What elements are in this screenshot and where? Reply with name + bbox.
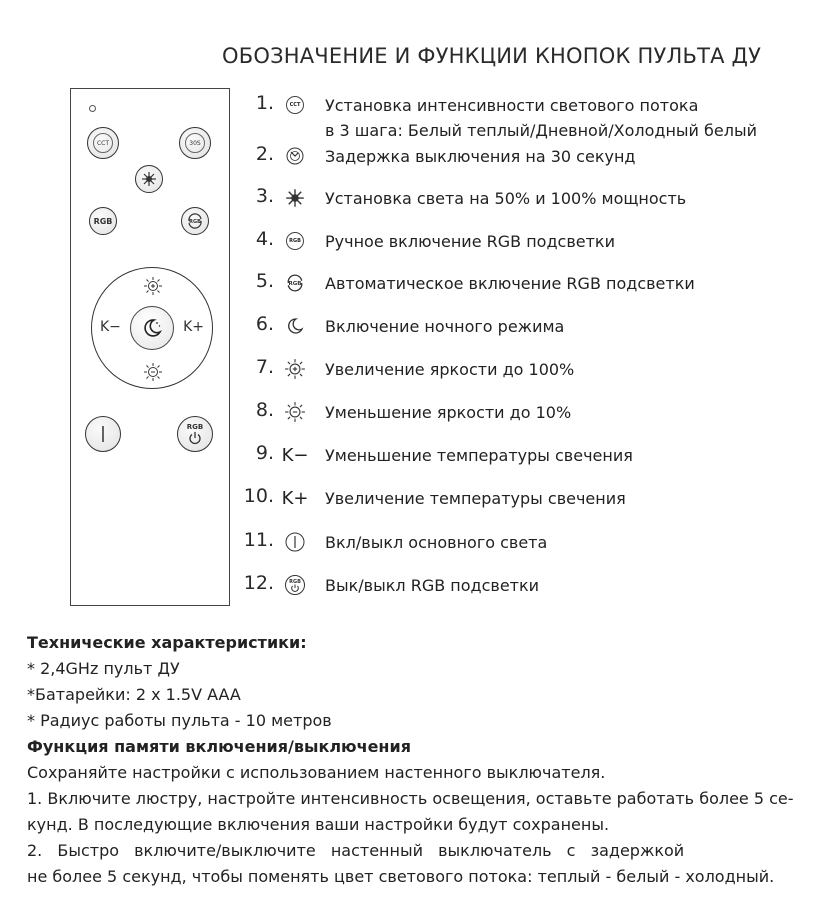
- legend-description: [325, 443, 633, 468]
- legend-description: [325, 573, 539, 598]
- legend-description: [325, 530, 547, 555]
- legend-description-line: Увеличение яркости до 100%: [325, 360, 575, 379]
- legend-description-line: Автоматическое включение RGB подсветки: [325, 274, 695, 293]
- light-level-button[interactable]: [135, 165, 163, 193]
- legend-number: 3.: [255, 185, 274, 207]
- legend-description-line: Установка интенсивности светового потока: [325, 96, 699, 115]
- rgb-auto-button[interactable]: [181, 207, 209, 235]
- memory-step-1: 1. Включите люстру, настройте интенсивность освещения, оставьте работать более 5 се-: [27, 789, 794, 808]
- legend-description-line: Уменьшение яркости до 10%: [325, 403, 572, 422]
- brightness-down-icon: [284, 401, 306, 423]
- svg-text:RGB: RGB: [189, 219, 201, 225]
- brightness-up-icon: [284, 358, 306, 380]
- spec-line: *Батарейки: 2 x 1.5V AAA: [27, 685, 241, 704]
- k-minus-button[interactable]: K−: [100, 319, 121, 335]
- memory-step-2: 2. Быстро включите/выключите настенный выключатель с задержкой: [27, 841, 685, 860]
- moon-icon: [140, 316, 164, 340]
- control-wheel: [91, 267, 213, 389]
- spec-line: * 2,4GHz пульт ДУ: [27, 659, 180, 678]
- power-icon: [284, 531, 306, 553]
- k-minus-symbol: [281, 444, 309, 466]
- specifications: [27, 630, 827, 890]
- legend-number: 1.: [255, 92, 274, 114]
- k-plus-symbol: [281, 487, 309, 509]
- rgb-icon: RGB: [284, 230, 306, 252]
- rgb-power-label: RGB: [186, 423, 204, 431]
- brightness-up-icon[interactable]: [143, 276, 163, 296]
- light-level-icon: [284, 187, 306, 209]
- rgb-button[interactable]: [89, 207, 117, 235]
- spec-line: * Радиус работы пульта - 10 метров: [27, 711, 332, 730]
- legend-number: 8.: [255, 399, 274, 421]
- legend-number: 11.: [243, 529, 274, 551]
- legend-number: 2.: [255, 143, 274, 165]
- legend-description: [325, 93, 757, 143]
- legend-description-line: Задержка выключения на 30 секунд: [325, 147, 636, 166]
- power-line-icon: [101, 425, 105, 443]
- legend-description: [325, 271, 695, 296]
- k-plus-button[interactable]: K+: [183, 319, 204, 335]
- indicator-led: [89, 105, 96, 112]
- power-button[interactable]: [85, 416, 121, 452]
- remote-control: [70, 88, 230, 606]
- k-minus-label: K−: [281, 444, 309, 466]
- legend-description-line: Увеличение температуры свечения: [325, 489, 626, 508]
- legend-description: [325, 144, 635, 169]
- memory-step-1-cont: кунд. В последующие включения ваши настройки будут сохранены.: [27, 815, 610, 834]
- legend-number: 9.: [255, 442, 274, 464]
- cct-button[interactable]: [87, 127, 119, 159]
- night-mode-button[interactable]: [130, 306, 174, 350]
- legend-description: [325, 186, 686, 211]
- svg-text:RGB: RGB: [289, 579, 301, 585]
- legend-description-line: Установка света на 50% и 100% мощность: [325, 189, 687, 208]
- light-level-icon: [141, 171, 157, 187]
- delay-button-label: 30S: [189, 139, 201, 147]
- legend-description-line: Вык/выкл RGB подсветки: [325, 576, 540, 595]
- power-icon: [188, 431, 202, 445]
- timer-30s-icon: [284, 145, 306, 167]
- cct-icon: CCT: [284, 94, 306, 116]
- legend-description-line: Включение ночного режима: [325, 317, 565, 336]
- legend-description-line: Ручное включение RGB подсветки: [325, 232, 615, 251]
- memory-heading: Функция памяти включения/выключения: [27, 737, 411, 756]
- legend-number: 4.: [255, 228, 274, 250]
- memory-intro: Сохраняйте настройки с использованием настенного выключателя.: [27, 763, 606, 782]
- brightness-down-icon[interactable]: [143, 362, 163, 382]
- legend-number: 7.: [255, 356, 274, 378]
- memory-step-2-cont: не более 5 секунд, чтобы поменять цвет светового потока: теплый - белый - холодный.: [27, 867, 775, 886]
- legend-description: [325, 357, 574, 382]
- legend-number: 5.: [255, 270, 274, 292]
- rgb-auto-icon: [284, 272, 306, 294]
- k-plus-label: K+: [281, 487, 309, 509]
- page-title: ОБОЗНАЧЕНИЕ И ФУНКЦИИ КНОПОК ПУЛЬТА ДУ: [222, 44, 762, 68]
- legend-description: [325, 486, 626, 511]
- specs-heading: Технические характеристики:: [27, 633, 307, 652]
- cct-button-label: CCT: [96, 139, 110, 147]
- legend-description-line: Вкл/выкл основного света: [325, 533, 548, 552]
- legend-description: [325, 229, 615, 254]
- legend-description-line: Уменьшение температуры свечения: [325, 446, 633, 465]
- rgb-button-label: RGB: [93, 216, 113, 226]
- legend-description: [325, 400, 571, 425]
- night-mode-icon: [284, 315, 306, 337]
- rgb-power-button[interactable]: [177, 416, 213, 452]
- legend-number: 10.: [243, 485, 274, 507]
- rgb-power-icon: [284, 574, 306, 596]
- legend-number: 12.: [243, 572, 274, 594]
- svg-text:RGB: RGB: [288, 281, 302, 288]
- legend-description-line: в 3 шага: Белый теплый/Дневной/Холодный белый: [325, 121, 757, 140]
- legend-number: 6.: [255, 313, 274, 335]
- delay-30s-button[interactable]: [179, 127, 211, 159]
- rgb-auto-icon: [186, 212, 204, 230]
- legend-description: [325, 314, 564, 339]
